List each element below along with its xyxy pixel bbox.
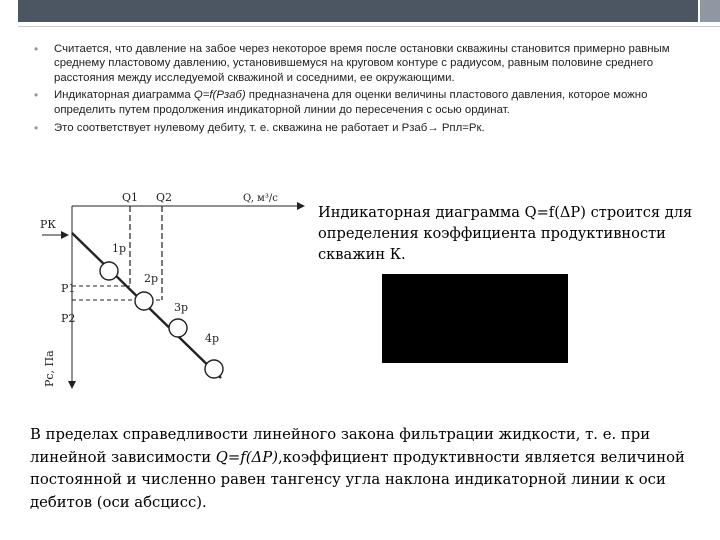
point-3p bbox=[169, 319, 187, 337]
label-4p: 4р bbox=[205, 332, 220, 345]
conclusion-text-part2: ,коэффициент продуктивности является величиной постоянной и численно равен тангенсу угла наклона индикаторной линии к оси дебитов (оси абсцисс). bbox=[30, 448, 685, 511]
label-q-axis: Q, м³/с bbox=[243, 193, 278, 204]
bullet-marker: • bbox=[34, 88, 39, 103]
indicator-diagram bbox=[28, 188, 308, 398]
label-p1: Р1 bbox=[61, 282, 76, 295]
conclusion-formula: Q=f(ΔP) bbox=[215, 448, 278, 466]
label-q1: Q1 bbox=[122, 191, 139, 204]
label-2p: 2р bbox=[144, 272, 159, 285]
header-bar bbox=[18, 0, 698, 22]
bullet-item bbox=[34, 88, 704, 117]
bullet-text: Это соответствует нулевому дебиту, т. е. скважина не работает и Рзаб→ Рпл=Рк. bbox=[54, 122, 485, 135]
conclusion-text-part1: В пределах справедливости линейного закона фильтрации жидкости, т. е. при линейной зависимости bbox=[30, 426, 651, 466]
diagram-description: Индикаторная диаграмма Q=f(ΔP) строится для определения коэффициента продуктивности скважин К. bbox=[318, 204, 693, 263]
label-1p: 1р bbox=[112, 242, 127, 255]
bullet-list bbox=[34, 42, 704, 139]
header-bar-accent bbox=[700, 0, 720, 22]
conclusion-paragraph bbox=[30, 424, 710, 514]
header-divider bbox=[18, 26, 720, 27]
point-2p bbox=[135, 292, 153, 310]
bullet-marker: • bbox=[34, 42, 39, 56]
label-3p: 3р bbox=[174, 301, 189, 314]
point-4p bbox=[205, 360, 223, 378]
bullet-formula: Q=f(Рзаб) bbox=[193, 89, 246, 102]
point-1p bbox=[100, 262, 118, 280]
bullet-text-prefix: Индикаторная диаграмма bbox=[54, 89, 194, 102]
label-pk: РК bbox=[40, 218, 56, 231]
bullet-marker: • bbox=[34, 121, 39, 136]
bullet-text: Считается, что давление на забое через некоторое время после остановки скважины становится примерно равным среднему пластовому давлению, установившемуся на круговом контуре с радиусом, равным половине среднего расстояния между исследуемой скважиной и соседними, ее окружающими. bbox=[54, 43, 670, 84]
bullet-text-rest: предназначена для оценки величины пластового давления, которое можно определить путем продолжения индикаторной линии до пересечения с осью ординат. bbox=[54, 89, 648, 116]
bullet-item bbox=[34, 42, 704, 85]
bullet-item bbox=[34, 121, 704, 135]
black-image-placeholder bbox=[382, 274, 568, 363]
label-pc-axis: Рс, Па bbox=[43, 350, 56, 387]
label-p2: Р2 bbox=[61, 312, 76, 325]
label-q2: Q2 bbox=[156, 191, 173, 204]
